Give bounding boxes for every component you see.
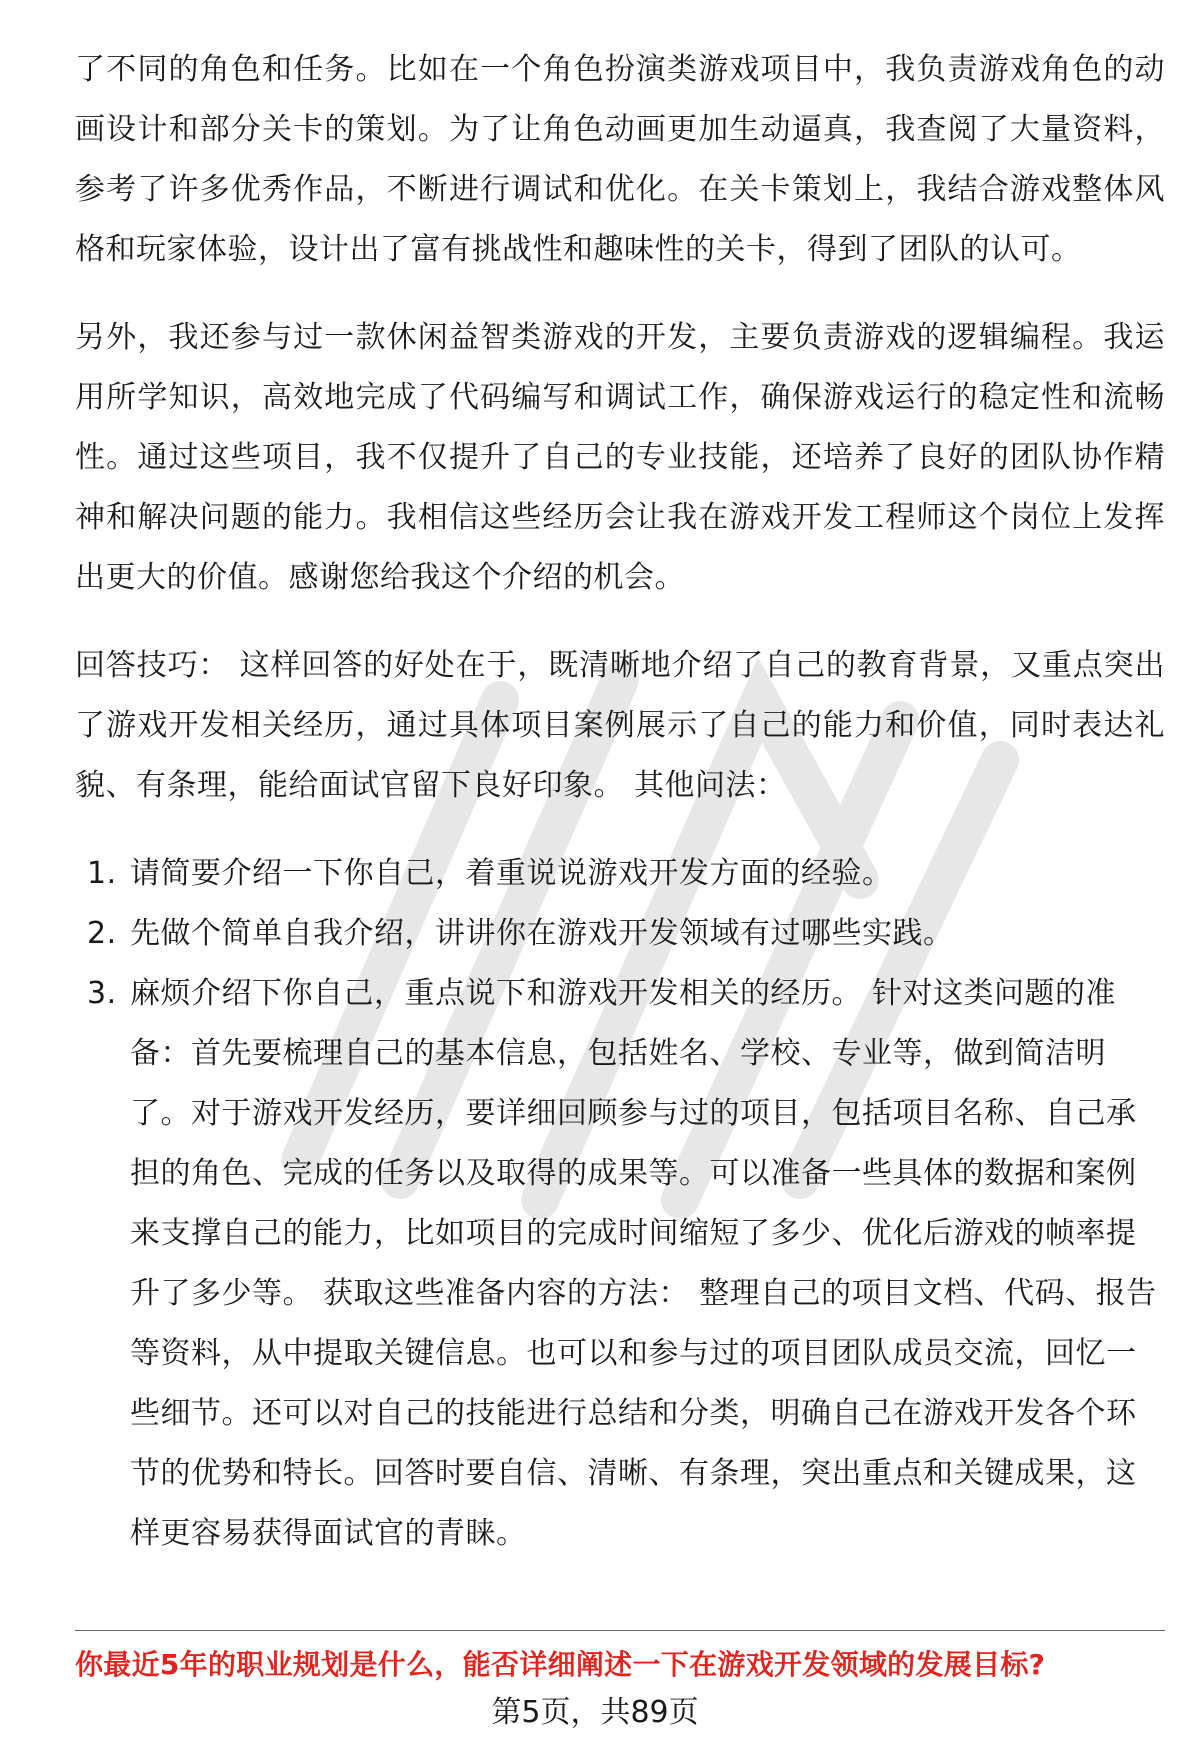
list-item-text: 先做个简单自我介绍，讲讲你在游戏开发领域有过哪些实践。 [130, 916, 954, 951]
list-item [75, 844, 1165, 904]
paragraph-1: 了不同的角色和任务。比如在一个角色扮演类游戏项目中，我负责游戏角色的动画设计和部分关卡的策划。为了让角色动画更加生动逼真，我查阅了大量资料，参考了许多优秀作品，不断进行调试和优化。在关卡策划上，我结合游戏整体风格和玩家体验，设计出了富有挑战性和趣味性的关卡，得到了团队的认可。 [75, 52, 1165, 267]
answer-tips-paragraph: 回答技巧： 这样回答的好处在于，既清晰地介绍了自己的教育背景，又重点突出了游戏开发相关经历，通过具体项目案例展示了自己的能力和价值，同时表达礼貌、有条理，能给面试官留下良好印象。 其他问法： [75, 648, 1165, 803]
main-content [75, 40, 1165, 1564]
list-item-text: 请简要介绍一下你自己，着重说说游戏开发方面的经验。 [130, 856, 893, 891]
list-item-number: 3. [87, 976, 117, 1011]
list-item-text: 麻烦介绍下你自己，重点说下和游戏开发相关的经历。 针对这类问题的准备：首先要梳理自己的基本信息，包括姓名、学校、专业等，做到简洁明了。对于游戏开发经历，要详细回顾参与过的项目，包括项目名称、自己承担的角色、完成的任务以及取得的成果等。可以准备一些具体的数据和案例来支撑自己的能力，比如项目的完成时间缩短了多少、优化后游戏的帧率提升了多少等。 获取这些准备内容的方法： 整理自己的项目文档、代码、报告等资料，从中提取关键信息。也可以和参与过的项目团队成员交流，回忆一些细节。还可以对自己的技能进行总结和分类，明确自己在游戏开发各个环节的优势和特长。回答时要自信、清晰、有条理，突出重点和关键成果，这样更容易获得面试官的青睐。 [130, 976, 1157, 1551]
section-divider [75, 1630, 1165, 1631]
list-item [75, 964, 1165, 1564]
list-item-number: 1. [87, 856, 117, 891]
alternative-questions-list [75, 844, 1165, 1564]
next-question-heading: 你最近5年的职业规划是什么，能否详细阐述一下在游戏开发领域的发展目标? [75, 1648, 1046, 1681]
paragraph-2: 另外，我还参与过一款休闲益智类游戏的开发，主要负责游戏的逻辑编程。我运用所学知识，高效地完成了代码编写和调试工作，确保游戏运行的稳定性和流畅性。通过这些项目，我不仅提升了自己的专业技能，还培养了良好的团队协作精神和解决问题的能力。我相信这些经历会让我在游戏开发工程师这个岗位上发挥出更大的价值。感谢您给我这个介绍的机会。 [75, 320, 1165, 595]
page-number: 第5页，共89页 [491, 1695, 699, 1730]
list-item [75, 904, 1165, 964]
list-item-number: 2. [87, 916, 117, 951]
